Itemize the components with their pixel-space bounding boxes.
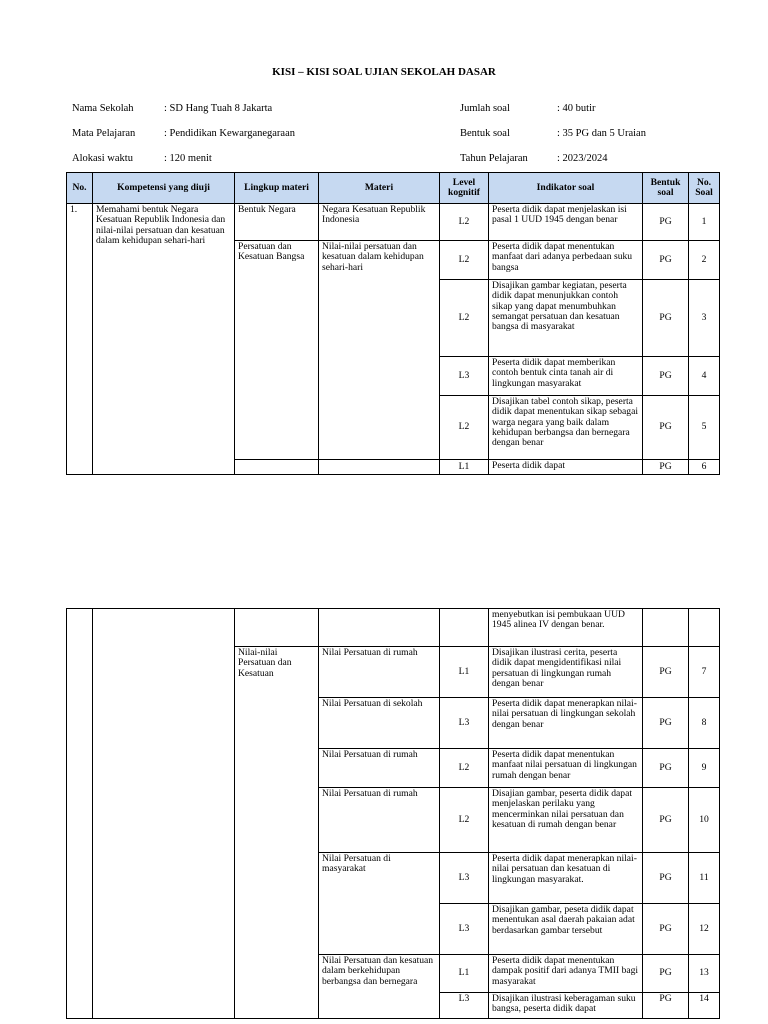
level-cell: L3 [440, 698, 489, 749]
nama-sekolah-value: : SD Hang Tuah 8 Jakarta [164, 103, 273, 114]
level-cell: L3 [440, 357, 489, 396]
header-bentuk-soal: Bentuk soal [643, 173, 689, 204]
no-soal-cell: 14 [689, 993, 720, 1019]
bentuk-cell: PG [643, 396, 689, 460]
level-cell: L3 [440, 904, 489, 955]
row-number [67, 609, 93, 1019]
header-level-kognitif: Level kognitif [440, 173, 489, 204]
kisi-table-page-1 [66, 172, 720, 475]
indikator-cell: Disajikan gambar, peseta didik dapat menentukan asal daerah pakaian adat berdasarkan gambar tersebut [489, 904, 643, 955]
mata-pelajaran-label: Mata Pelajaran [72, 128, 136, 139]
bentuk-cell [643, 609, 689, 647]
level-cell: L2 [440, 749, 489, 788]
bentuk-cell: PG [643, 853, 689, 904]
no-soal-cell: 13 [689, 955, 720, 993]
level-cell: L2 [440, 788, 489, 853]
bentuk-cell: PG [643, 241, 689, 280]
no-soal-cell: 5 [689, 396, 720, 460]
no-soal-cell: 6 [689, 460, 720, 475]
kompetensi-cell: Memahami bentuk Negara Kesatuan Republik Indonesia dan nilai-nilai persatuan dan kesatuan dalam kehidupan sehari-hari [93, 204, 235, 475]
level-cell [440, 609, 489, 647]
materi-cell: Nilai Persatuan di rumah [319, 788, 440, 853]
lingkup-cell: Nilai-nilai Persatuan dan Kesatuan [235, 647, 319, 1019]
no-soal-cell: 8 [689, 698, 720, 749]
level-cell: L2 [440, 204, 489, 241]
lingkup-cell [235, 460, 319, 475]
bentuk-cell: PG [643, 749, 689, 788]
nama-sekolah-label: Nama Sekolah [72, 103, 134, 114]
indikator-cell: Peserta didik dapat menentukan manfaat dari adanya perbedaan suku bangsa [489, 241, 643, 280]
materi-cell: Nilai Persatuan di masyarakat [319, 853, 440, 955]
tahun-pelajaran-label: Tahun Pelajaran [460, 153, 528, 164]
header-kompetensi: Kompetensi yang diuji [93, 173, 235, 204]
table-row [67, 204, 720, 241]
no-soal-cell: 3 [689, 280, 720, 357]
indikator-cell: Disajikan gambar kegiatan, peserta didik dapat menunjukkan contoh sikap yang dapat menumbuhkan semangat persatuan dan kesatuan bangsa di masyarakat [489, 280, 643, 357]
materi-cell: Nilai-nilai persatuan dan kesatuan dalam kehidupan sehari-hari [319, 241, 440, 460]
indikator-cell: Peserta didik dapat menentukan manfaat nilai persatuan di lingkungan rumah dengan benar [489, 749, 643, 788]
no-soal-cell: 9 [689, 749, 720, 788]
level-cell: L2 [440, 241, 489, 280]
bentuk-cell: PG [643, 698, 689, 749]
level-cell: L1 [440, 647, 489, 698]
document-title: KISI – KISI SOAL UJIAN SEKOLAH DASAR [272, 66, 496, 78]
bentuk-cell: PG [643, 647, 689, 698]
header-no: No. [67, 173, 93, 204]
header-no-soal: No. Soal [689, 173, 720, 204]
level-cell: L2 [440, 280, 489, 357]
bentuk-cell: PG [643, 993, 689, 1019]
level-cell: L3 [440, 993, 489, 1019]
bentuk-cell: PG [643, 904, 689, 955]
no-soal-cell: 2 [689, 241, 720, 280]
indikator-cell: Disajikan ilustrasi keberagaman suku bangsa, peserta didik dapat [489, 993, 643, 1019]
level-cell: L2 [440, 396, 489, 460]
materi-cell [319, 460, 440, 475]
indikator-cell: Peserta didik dapat [489, 460, 643, 475]
no-soal-cell [689, 609, 720, 647]
kisi-table-page-2 [66, 608, 720, 1019]
level-cell: L1 [440, 955, 489, 993]
bentuk-soal-label: Bentuk soal [460, 128, 510, 139]
indikator-cell: Peserta didik dapat menjelaskan isi pasal 1 UUD 1945 dengan benar [489, 204, 643, 241]
indikator-cell: Peserta didik dapat menerapkan nilai-nilai persatuan di lingkungan sekolah dengan benar [489, 698, 643, 749]
header-materi: Materi [319, 173, 440, 204]
no-soal-cell: 7 [689, 647, 720, 698]
bentuk-cell: PG [643, 788, 689, 853]
bentuk-cell: PG [643, 955, 689, 993]
bentuk-cell: PG [643, 357, 689, 396]
materi-cell: Nilai Persatuan di sekolah [319, 698, 440, 749]
indikator-cell: Disajikan ilustrasi cerita, peserta didik dapat mengidentifikasi nilai persatuan di lingkungan rumah dengan benar [489, 647, 643, 698]
indikator-cell: menyebutkan isi pembukaan UUD 1945 alinea IV dengan benar. [489, 609, 643, 647]
bentuk-cell: PG [643, 280, 689, 357]
lingkup-cell: Bentuk Negara [235, 204, 319, 241]
lingkup-cell: Persatuan dan Kesatuan Bangsa [235, 241, 319, 460]
jumlah-soal-label: Jumlah soal [460, 103, 510, 114]
bentuk-soal-value: : 35 PG dan 5 Uraian [557, 128, 646, 139]
materi-cell: Negara Kesatuan Republik Indonesia [319, 204, 440, 241]
level-cell: L3 [440, 853, 489, 904]
materi-cell: Nilai Persatuan dan kesatuan dalam berkehidupan berbangsa dan bernegara [319, 955, 440, 1019]
no-soal-cell: 4 [689, 357, 720, 396]
no-soal-cell: 1 [689, 204, 720, 241]
jumlah-soal-value: : 40 butir [557, 103, 596, 114]
no-soal-cell: 10 [689, 788, 720, 853]
bentuk-cell: PG [643, 204, 689, 241]
table-row [67, 609, 720, 647]
row-number: 1. [67, 204, 93, 475]
tahun-pelajaran-value: : 2023/2024 [557, 153, 608, 164]
no-soal-cell: 11 [689, 853, 720, 904]
alokasi-waktu-label: Alokasi waktu [72, 153, 133, 164]
indikator-cell: Peserta didik dapat menerapkan nilai-nilai persatuan dan kesatuan di lingkungan masyarakat. [489, 853, 643, 904]
mata-pelajaran-value: : Pendidikan Kewarganegaraan [164, 128, 296, 139]
kompetensi-cell [93, 609, 235, 1019]
materi-cell: Nilai Persatuan di rumah [319, 647, 440, 698]
indikator-cell: Peserta didik dapat menentukan dampak positif dari adanya TMII bagi masyarakat [489, 955, 643, 993]
indikator-cell: Disajikan tabel contoh sikap, peserta didik dapat menentukan sikap sebagai warga negara yang baik dalam kehidupan berbangsa dan bernegara dengan benar [489, 396, 643, 460]
indikator-cell: Disajian gambar, peserta didik dapat menjelaskan perilaku yang mencerminkan nilai persatuan dan kesatuan di rumah dengan benar [489, 788, 643, 853]
no-soal-cell: 12 [689, 904, 720, 955]
header-lingkup-materi: Lingkup materi [235, 173, 319, 204]
materi-cell [319, 609, 440, 647]
header-indikator-soal: Indikator soal [489, 173, 643, 204]
indikator-cell: Peserta didik dapat memberikan contoh bentuk cinta tanah air di lingkungan masyarakat [489, 357, 643, 396]
bentuk-cell: PG [643, 460, 689, 475]
table-header-row [67, 173, 720, 204]
alokasi-waktu-value: : 120 menit [164, 153, 212, 164]
materi-cell: Nilai Persatuan di rumah [319, 749, 440, 788]
level-cell: L1 [440, 460, 489, 475]
lingkup-cell [235, 609, 319, 647]
